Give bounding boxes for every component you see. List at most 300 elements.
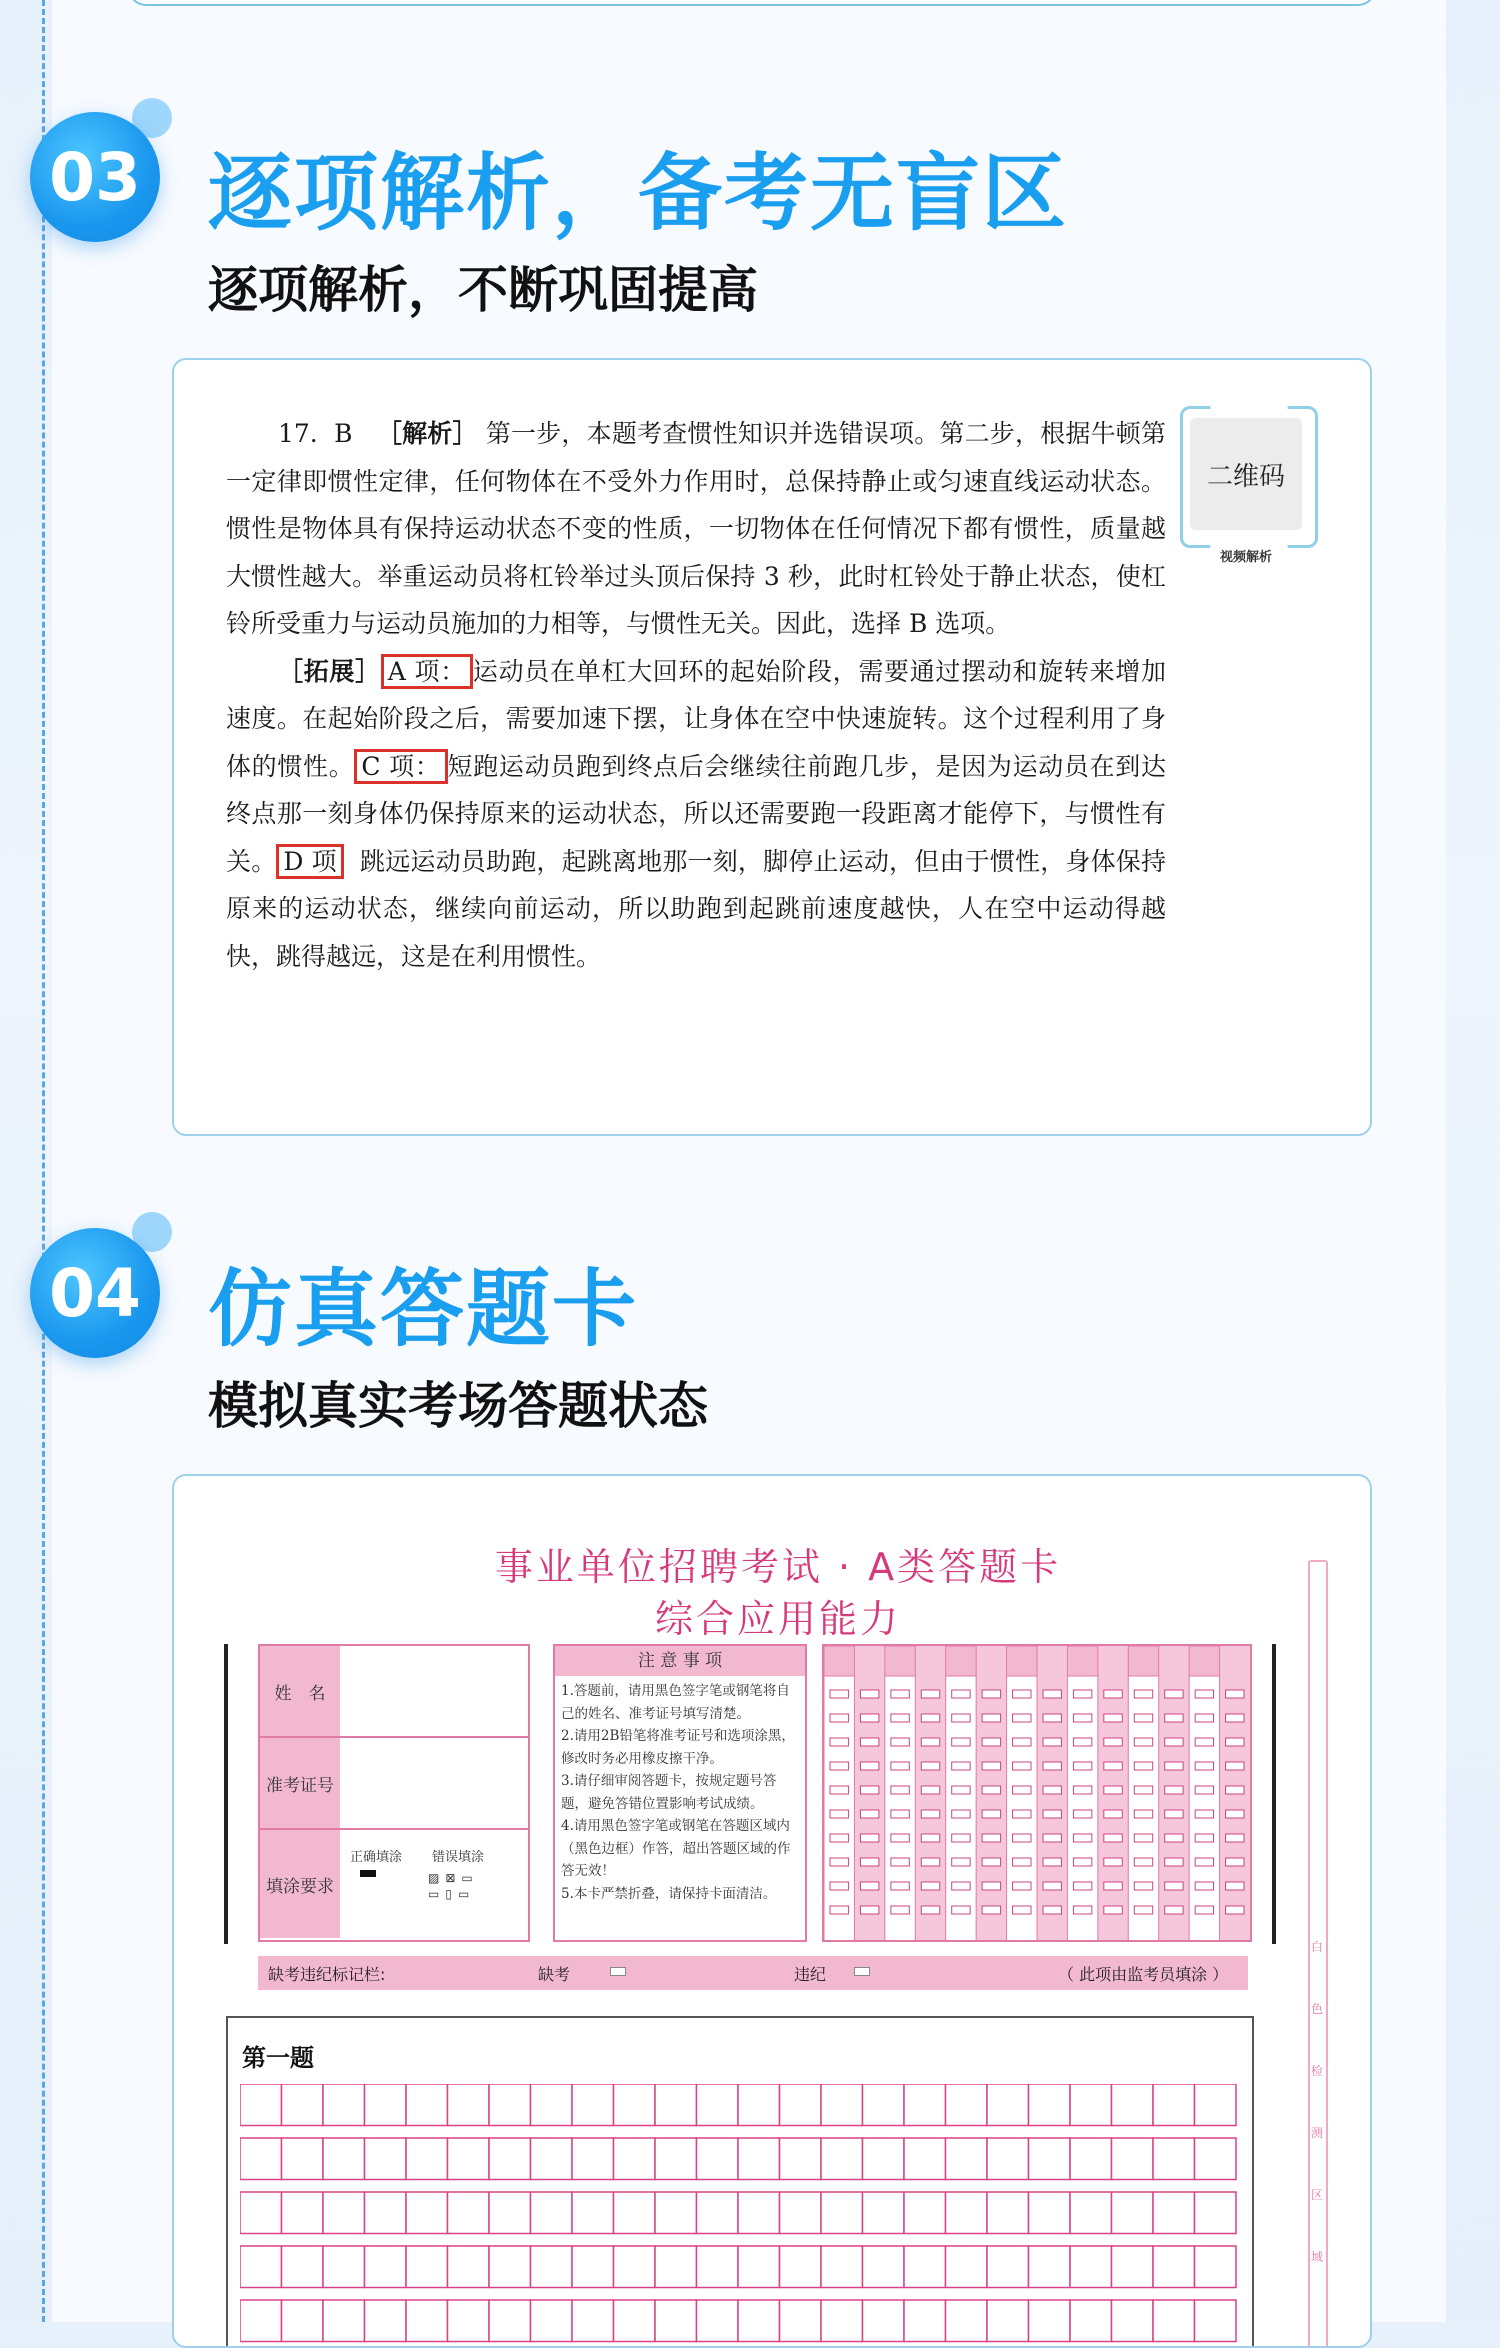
writing-cell[interactable] <box>489 2138 531 2180</box>
id-bubble[interactable] <box>1043 1714 1061 1722</box>
writing-grid[interactable] <box>240 2084 1240 2348</box>
writing-cell[interactable] <box>655 2246 697 2288</box>
id-bubble[interactable] <box>1195 1810 1213 1818</box>
id-bubble[interactable] <box>1043 1906 1061 1914</box>
writing-cell[interactable] <box>821 2300 863 2342</box>
writing-cell[interactable] <box>946 2246 988 2288</box>
id-bubble[interactable] <box>891 1690 909 1698</box>
writing-cell[interactable] <box>406 2138 448 2180</box>
id-bubble[interactable] <box>921 1738 939 1746</box>
id-bubble[interactable] <box>1043 1690 1061 1698</box>
id-bubble[interactable] <box>1165 1762 1183 1770</box>
writing-cell[interactable] <box>1070 2246 1112 2288</box>
id-bubble[interactable] <box>1104 1834 1122 1842</box>
id-bubble[interactable] <box>860 1858 878 1866</box>
id-bubble[interactable] <box>891 1738 909 1746</box>
id-bubble[interactable] <box>1165 1882 1183 1890</box>
writing-cell[interactable] <box>572 2138 614 2180</box>
writing-cell[interactable] <box>697 2084 739 2126</box>
id-bubble[interactable] <box>830 1906 848 1914</box>
id-bubble[interactable] <box>830 1786 848 1794</box>
writing-cell[interactable] <box>1153 2246 1195 2288</box>
id-bubble[interactable] <box>830 1882 848 1890</box>
id-bubble[interactable] <box>860 1810 878 1818</box>
id-bubble[interactable] <box>1104 1786 1122 1794</box>
writing-cell[interactable] <box>697 2138 739 2180</box>
writing-cell[interactable] <box>697 2192 739 2234</box>
id-bubble[interactable] <box>860 1762 878 1770</box>
id-bubble[interactable] <box>1104 1762 1122 1770</box>
side-strip-text <box>1311 1916 1323 2288</box>
question-panel <box>226 2016 1254 2348</box>
writing-cell[interactable] <box>1029 2084 1071 2126</box>
writing-cell[interactable] <box>489 2192 531 2234</box>
writing-cell[interactable] <box>240 2138 282 2180</box>
section-title: 逐项解析，备考无盲区 <box>208 144 1069 242</box>
side-char: 白 <box>1311 1940 1324 1954</box>
writing-cell[interactable] <box>323 2246 365 2288</box>
side-char: 检 <box>1311 2064 1324 2078</box>
writing-cell[interactable] <box>987 2300 1029 2342</box>
section-number-badge: 03 <box>30 112 160 242</box>
fill-label: 填涂要求 <box>260 1830 340 1938</box>
id-bubble[interactable] <box>1195 1834 1213 1842</box>
id-bubble[interactable] <box>1073 1690 1091 1698</box>
id-bubble[interactable] <box>1226 1786 1244 1794</box>
writing-cell[interactable] <box>365 2300 407 2342</box>
writing-cell[interactable] <box>448 2300 490 2342</box>
id-bubble[interactable] <box>952 1858 970 1866</box>
id-bubble[interactable] <box>830 1738 848 1746</box>
id-bubble[interactable] <box>982 1762 1000 1770</box>
writing-cell[interactable] <box>365 2138 407 2180</box>
writing-cell[interactable] <box>1195 2084 1237 2126</box>
id-bubble[interactable] <box>1226 1906 1244 1914</box>
id-bubble[interactable] <box>891 1762 909 1770</box>
analysis-text <box>226 410 1166 980</box>
id-bubble[interactable] <box>1013 1858 1031 1866</box>
writing-cell[interactable] <box>904 2300 946 2342</box>
id-bubble[interactable] <box>1134 1690 1152 1698</box>
id-bubble[interactable] <box>1013 1762 1031 1770</box>
id-bubble[interactable] <box>1134 1714 1152 1722</box>
writing-cell[interactable] <box>738 2192 780 2234</box>
writing-cell[interactable] <box>697 2246 739 2288</box>
id-bubble[interactable] <box>1013 1786 1031 1794</box>
id-bubble[interactable] <box>921 1762 939 1770</box>
id-bubble[interactable] <box>1104 1690 1122 1698</box>
id-bubble[interactable] <box>921 1882 939 1890</box>
id-bubble[interactable] <box>952 1690 970 1698</box>
id-bubble[interactable] <box>1043 1882 1061 1890</box>
id-bubble[interactable] <box>1226 1738 1244 1746</box>
option-a-text: 运动员在单杠大回环的起始阶段，需要通过摆动和旋转来增加速度。在起始阶段之后，需要加速下摆，让身体在空中快速旋转。这个过程利用了身体的惯性。 <box>226 656 1166 781</box>
writing-cell[interactable] <box>448 2246 490 2288</box>
id-bubble[interactable] <box>860 1786 878 1794</box>
writing-cell[interactable] <box>738 2138 780 2180</box>
id-bubble[interactable] <box>830 1690 848 1698</box>
id-bubble[interactable] <box>1043 1810 1061 1818</box>
writing-cell[interactable] <box>821 2192 863 2234</box>
id-bubble[interactable] <box>921 1858 939 1866</box>
id-bubble[interactable] <box>952 1762 970 1770</box>
writing-cell[interactable] <box>489 2300 531 2342</box>
writing-cell[interactable] <box>987 2246 1029 2288</box>
writing-cell[interactable] <box>531 2246 573 2288</box>
id-bubble[interactable] <box>1043 1762 1061 1770</box>
writing-cell[interactable] <box>531 2192 573 2234</box>
id-bubble[interactable] <box>1013 1810 1031 1818</box>
id-bubble[interactable] <box>1195 1858 1213 1866</box>
id-bubble[interactable] <box>860 1906 878 1914</box>
id-bubble[interactable] <box>982 1786 1000 1794</box>
id-bubble[interactable] <box>1104 1858 1122 1866</box>
id-bubble[interactable] <box>982 1738 1000 1746</box>
writing-cell[interactable] <box>572 2300 614 2342</box>
id-bubble[interactable] <box>921 1714 939 1722</box>
writing-cell[interactable] <box>406 2246 448 2288</box>
id-bubble[interactable] <box>921 1690 939 1698</box>
writing-cell[interactable] <box>1112 2246 1154 2288</box>
writing-cell[interactable] <box>282 2084 324 2126</box>
writing-cell[interactable] <box>448 2084 490 2126</box>
id-bubble[interactable] <box>1226 1690 1244 1698</box>
id-bubble[interactable] <box>1104 1882 1122 1890</box>
writing-cell[interactable] <box>531 2084 573 2126</box>
proctor-note: （ 此项由监考员填涂 ） <box>1058 1965 1229 1984</box>
id-bubble[interactable] <box>1195 1738 1213 1746</box>
writing-cell[interactable] <box>1112 2300 1154 2342</box>
id-bubble[interactable] <box>1134 1738 1152 1746</box>
writing-cell[interactable] <box>1070 2138 1112 2180</box>
option-d-text: 跳远运动员助跑，起跳离地那一刻，脚停止运动，但由于惯性，身体保持原来的运动状态，继续向前运动，所以助跑到起跳前速度越快，人在空中运动得越快，跳得越远，这是在利用惯性。 <box>226 846 1166 971</box>
writing-cell[interactable] <box>738 2084 780 2126</box>
id-bubble[interactable] <box>1013 1834 1031 1842</box>
id-bubble[interactable] <box>1073 1906 1091 1914</box>
violation-bubble[interactable] <box>854 1967 870 1976</box>
writing-cell[interactable] <box>365 2246 407 2288</box>
id-bubble[interactable] <box>952 1810 970 1818</box>
writing-cell[interactable] <box>572 2192 614 2234</box>
id-bubble[interactable] <box>1104 1714 1122 1722</box>
id-bubble[interactable] <box>1226 1858 1244 1866</box>
writing-cell[interactable] <box>655 2300 697 2342</box>
writing-cell[interactable] <box>780 2300 822 2342</box>
notice-item: 1.答题前，请用黑色签字笔或钢笔将自己的姓名、准考证号填写清楚。 <box>561 1683 790 1722</box>
candidate-info-box <box>258 1644 530 1942</box>
id-bubble[interactable] <box>1043 1786 1061 1794</box>
writing-cell[interactable] <box>946 2084 988 2126</box>
writing-cell[interactable] <box>572 2246 614 2288</box>
id-bubble[interactable] <box>952 1738 970 1746</box>
id-bubble[interactable] <box>952 1786 970 1794</box>
id-bubble[interactable] <box>1134 1834 1152 1842</box>
writing-cell[interactable] <box>614 2300 656 2342</box>
id-bubble[interactable] <box>1134 1906 1152 1914</box>
id-bubble[interactable] <box>891 1834 909 1842</box>
correct-fill-sample <box>360 1870 376 1877</box>
id-bubble[interactable] <box>1134 1858 1152 1866</box>
writing-cell[interactable] <box>240 2084 282 2126</box>
id-bubble[interactable] <box>1104 1738 1122 1746</box>
writing-cell[interactable] <box>614 2138 656 2180</box>
writing-cell[interactable] <box>240 2246 282 2288</box>
writing-cell[interactable] <box>1070 2192 1112 2234</box>
writing-cell[interactable] <box>1070 2300 1112 2342</box>
writing-cell[interactable] <box>406 2192 448 2234</box>
answer-letter: B <box>334 419 353 448</box>
writing-cell[interactable] <box>863 2084 905 2126</box>
id-bubble[interactable] <box>1195 1762 1213 1770</box>
writing-cell[interactable] <box>863 2138 905 2180</box>
id-bubble[interactable] <box>860 1690 878 1698</box>
id-bubble[interactable] <box>921 1810 939 1818</box>
id-bubble[interactable] <box>1013 1882 1031 1890</box>
id-bubble[interactable] <box>1165 1786 1183 1794</box>
writing-cell[interactable] <box>780 2246 822 2288</box>
id-bubble[interactable] <box>952 1834 970 1842</box>
writing-cell[interactable] <box>1153 2138 1195 2180</box>
id-bubble[interactable] <box>1226 1882 1244 1890</box>
id-bubble[interactable] <box>1195 1906 1213 1914</box>
writing-cell[interactable] <box>1195 2192 1237 2234</box>
id-bubble[interactable] <box>1013 1738 1031 1746</box>
side-char: 区 <box>1311 2188 1324 2202</box>
writing-cell[interactable] <box>282 2138 324 2180</box>
writing-cell[interactable] <box>365 2084 407 2126</box>
previous-card-edge <box>128 0 1376 6</box>
notice-item: 4.请用黑色签字笔或钢笔在答题区域内（黑色边框）作答，超出答题区域的作答无效！ <box>561 1818 791 1879</box>
id-bubble[interactable] <box>860 1738 878 1746</box>
id-bubble[interactable] <box>1165 1834 1183 1842</box>
id-bubble[interactable] <box>952 1882 970 1890</box>
sheet-left-bar <box>224 1644 228 1944</box>
writing-cell[interactable] <box>240 2300 282 2342</box>
writing-cell[interactable] <box>738 2300 780 2342</box>
id-bubble[interactable] <box>1043 1834 1061 1842</box>
writing-cell[interactable] <box>697 2300 739 2342</box>
writing-cell[interactable] <box>780 2084 822 2126</box>
analysis-card <box>172 358 1372 1136</box>
id-bubble[interactable] <box>1013 1690 1031 1698</box>
id-bubble[interactable] <box>1073 1786 1091 1794</box>
id-bubble[interactable] <box>1073 1882 1091 1890</box>
absent-bubble[interactable] <box>610 1967 626 1976</box>
id-bubble[interactable] <box>1073 1858 1091 1866</box>
section-subtitle: 模拟真实考场答题状态 <box>208 1377 708 1435</box>
sheet-subtitle: 综合应用能力 <box>654 1597 901 1641</box>
writing-cell[interactable] <box>1195 2246 1237 2288</box>
id-bubble[interactable] <box>952 1906 970 1914</box>
id-bubble[interactable] <box>1013 1714 1031 1722</box>
writing-cell[interactable] <box>448 2192 490 2234</box>
id-bubble[interactable] <box>1165 1690 1183 1698</box>
notice-item: 2.请用2B铅笔将准考证号和选项涂黑，修改时务必用橡皮擦干净。 <box>561 1728 795 1767</box>
id-bubble[interactable] <box>891 1714 909 1722</box>
writing-cell[interactable] <box>614 2246 656 2288</box>
mark-bar-label: 缺考违纪标记栏: <box>268 1965 386 1984</box>
id-bubble[interactable] <box>891 1858 909 1866</box>
id-bubble[interactable] <box>1195 1690 1213 1698</box>
writing-cell[interactable] <box>946 2138 988 2180</box>
writing-cell[interactable] <box>780 2138 822 2180</box>
id-bubble[interactable] <box>1134 1810 1152 1818</box>
id-bubble[interactable] <box>891 1810 909 1818</box>
analysis-tag: ［解析］ <box>376 419 478 448</box>
writing-cell[interactable] <box>987 2084 1029 2126</box>
writing-cell[interactable] <box>365 2192 407 2234</box>
id-bubble[interactable] <box>1195 1714 1213 1722</box>
id-bubble[interactable] <box>982 1810 1000 1818</box>
id-bubble[interactable] <box>1165 1810 1183 1818</box>
writing-cell[interactable] <box>863 2246 905 2288</box>
writing-cell[interactable] <box>946 2300 988 2342</box>
id-bubble[interactable] <box>830 1762 848 1770</box>
writing-cell[interactable] <box>282 2300 324 2342</box>
id-bubble[interactable] <box>1165 1858 1183 1866</box>
writing-cell[interactable] <box>1153 2192 1195 2234</box>
name-label: 姓 名 <box>260 1646 340 1736</box>
id-bubble[interactable] <box>1134 1786 1152 1794</box>
writing-cell[interactable] <box>1029 2246 1071 2288</box>
id-bubble[interactable] <box>1073 1810 1091 1818</box>
writing-cell[interactable] <box>489 2246 531 2288</box>
id-bubble[interactable] <box>891 1882 909 1890</box>
id-bubble[interactable] <box>982 1858 1000 1866</box>
extension-tag: ［拓展］ <box>278 656 381 686</box>
writing-cell[interactable] <box>489 2084 531 2126</box>
id-bubble[interactable] <box>1226 1810 1244 1818</box>
writing-cell[interactable] <box>614 2084 656 2126</box>
writing-cell[interactable] <box>904 2138 946 2180</box>
id-row <box>260 1738 528 1830</box>
writing-cell[interactable] <box>323 2138 365 2180</box>
writing-cell[interactable] <box>780 2192 822 2234</box>
id-bubble[interactable] <box>1013 1906 1031 1914</box>
writing-cell[interactable] <box>821 2138 863 2180</box>
writing-cell[interactable] <box>1029 2138 1071 2180</box>
id-bubble[interactable] <box>1165 1714 1183 1722</box>
writing-cell[interactable] <box>655 2192 697 2234</box>
writing-cell[interactable] <box>987 2192 1029 2234</box>
section-number-badge: 04 <box>30 1228 160 1358</box>
id-bubble[interactable] <box>860 1834 878 1842</box>
writing-cell[interactable] <box>1153 2300 1195 2342</box>
id-bubble[interactable] <box>1165 1906 1183 1914</box>
answer-sheet-card <box>172 1474 1372 2348</box>
id-bubble[interactable] <box>921 1786 939 1794</box>
id-bubble[interactable] <box>891 1786 909 1794</box>
writing-cell[interactable] <box>323 2300 365 2342</box>
writing-cell[interactable] <box>863 2300 905 2342</box>
id-bubble[interactable] <box>982 1834 1000 1842</box>
writing-cell[interactable] <box>282 2192 324 2234</box>
writing-cell[interactable] <box>1153 2084 1195 2126</box>
id-bubble[interactable] <box>1195 1786 1213 1794</box>
qr-code[interactable]: 二维码 <box>1190 418 1302 530</box>
writing-cell[interactable] <box>323 2192 365 2234</box>
id-bubble[interactable] <box>891 1906 909 1914</box>
id-bubble[interactable] <box>982 1882 1000 1890</box>
writing-cell[interactable] <box>821 2246 863 2288</box>
writing-cell[interactable] <box>1070 2084 1112 2126</box>
writing-cell[interactable] <box>240 2192 282 2234</box>
id-bubble[interactable] <box>982 1690 1000 1698</box>
id-bubble[interactable] <box>1104 1906 1122 1914</box>
writing-cell[interactable] <box>904 2084 946 2126</box>
writing-cell[interactable] <box>655 2138 697 2180</box>
writing-cell[interactable] <box>282 2246 324 2288</box>
writing-cell[interactable] <box>987 2138 1029 2180</box>
writing-cell[interactable] <box>1029 2300 1071 2342</box>
writing-cell[interactable] <box>614 2192 656 2234</box>
writing-cell[interactable] <box>655 2084 697 2126</box>
id-bubble[interactable] <box>1134 1882 1152 1890</box>
writing-cell[interactable] <box>1195 2138 1237 2180</box>
writing-cell[interactable] <box>531 2300 573 2342</box>
id-bubble[interactable] <box>921 1834 939 1842</box>
writing-cell[interactable] <box>1112 2192 1154 2234</box>
writing-cell[interactable] <box>448 2138 490 2180</box>
writing-cell[interactable] <box>406 2084 448 2126</box>
writing-cell[interactable] <box>904 2192 946 2234</box>
writing-cell[interactable] <box>323 2084 365 2126</box>
sheet-right-bar <box>1272 1644 1276 1944</box>
id-bubble[interactable] <box>1104 1810 1122 1818</box>
id-bubble[interactable] <box>860 1714 878 1722</box>
writing-cell[interactable] <box>572 2084 614 2126</box>
writing-cell[interactable] <box>904 2246 946 2288</box>
id-bubble[interactable] <box>952 1714 970 1722</box>
id-bubble[interactable] <box>1165 1738 1183 1746</box>
writing-cell[interactable] <box>821 2084 863 2126</box>
id-bubble[interactable] <box>1226 1834 1244 1842</box>
id-bubble[interactable] <box>1134 1762 1152 1770</box>
side-char: 测 <box>1311 2126 1324 2140</box>
id-bubble[interactable] <box>1226 1714 1244 1722</box>
name-row <box>260 1646 528 1738</box>
id-bubble[interactable] <box>830 1714 848 1722</box>
id-bubble[interactable] <box>1226 1762 1244 1770</box>
id-bubble[interactable] <box>860 1882 878 1890</box>
id-bubble[interactable] <box>1073 1762 1091 1770</box>
id-bubble[interactable] <box>921 1906 939 1914</box>
writing-cell[interactable] <box>531 2138 573 2180</box>
writing-cell[interactable] <box>1112 2138 1154 2180</box>
writing-cell[interactable] <box>738 2246 780 2288</box>
id-bubble[interactable] <box>1043 1738 1061 1746</box>
id-bubble[interactable] <box>830 1858 848 1866</box>
id-bubble[interactable] <box>1073 1738 1091 1746</box>
id-bubble[interactable] <box>830 1810 848 1818</box>
id-bubble[interactable] <box>1043 1858 1061 1866</box>
writing-cell[interactable] <box>1195 2300 1237 2342</box>
id-bubble[interactable] <box>1195 1882 1213 1890</box>
writing-cell[interactable] <box>1112 2084 1154 2126</box>
writing-cell[interactable] <box>863 2192 905 2234</box>
notice-item: 3.请仔细审阅答题卡，按规定题号答题，避免答错位置影响考试成绩。 <box>561 1773 777 1812</box>
writing-cell[interactable] <box>946 2192 988 2234</box>
writing-cell[interactable] <box>406 2300 448 2342</box>
option-c-text: 短跑运动员跑到终点后会继续往前跑几步，是因为运动员在到达终点那一刻身体仍保持原来的运动状态，所以还需要跑一段距离才能停下，与惯性有关。 <box>226 751 1166 876</box>
id-bubble[interactable] <box>982 1906 1000 1914</box>
id-bubble[interactable] <box>982 1714 1000 1722</box>
id-bubble[interactable] <box>830 1834 848 1842</box>
writing-cell[interactable] <box>1029 2192 1071 2234</box>
id-bubble[interactable] <box>1073 1714 1091 1722</box>
id-bubble[interactable] <box>1073 1834 1091 1842</box>
notice-list <box>555 1676 805 1909</box>
